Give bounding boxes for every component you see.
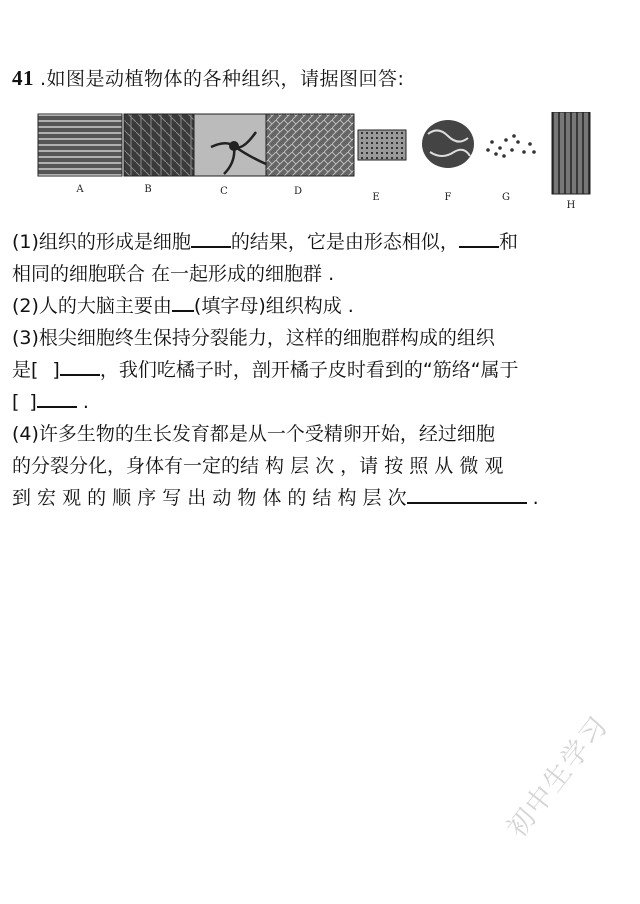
part-4-line-1 bbox=[12, 418, 630, 450]
part-1-text-b: 的结果，它是由形态相似， bbox=[230, 231, 459, 253]
part-3-line-3 bbox=[12, 386, 630, 418]
part-3-text-e: ] bbox=[29, 391, 37, 413]
tissue-image-h bbox=[552, 112, 590, 194]
label-c: C bbox=[220, 186, 228, 197]
tissue-image-d bbox=[266, 114, 354, 176]
tissue-image-a bbox=[38, 114, 122, 176]
watermark-text: 初中生学习 bbox=[501, 710, 616, 844]
part-4-text-end: . bbox=[526, 487, 539, 509]
part-3-text-c: ，我们吃橘子时，剖开橘子皮时看到的“筋络“属于 bbox=[99, 359, 519, 381]
answer-blank-6[interactable] bbox=[407, 484, 527, 504]
part-2-line bbox=[12, 290, 630, 322]
part-4-text-line2: 的分裂分化，身体有一定的结 构 层 次 ，请 按 照 从 微 观 bbox=[12, 455, 504, 477]
part-4-line-2 bbox=[12, 450, 630, 482]
part-3-text-b: ] bbox=[52, 359, 60, 381]
question-body bbox=[12, 226, 630, 514]
label-g: G bbox=[502, 192, 510, 203]
part-2-text-b: (填字母)组织构成 . bbox=[193, 295, 354, 317]
tissue-image-c bbox=[194, 114, 266, 176]
part-3-line-2 bbox=[12, 354, 630, 386]
part-4-text-line3: 到 宏 观 的 顺 序 写 出 动 物 体 的 结 构 层 次 bbox=[12, 487, 407, 509]
tissue-figure bbox=[36, 112, 594, 212]
label-a: A bbox=[76, 184, 84, 195]
label-d: D bbox=[293, 186, 303, 197]
part-2-text-a: (2)人的大脑主要由 bbox=[12, 295, 172, 317]
label-b: B bbox=[144, 184, 152, 195]
question-number: 41 bbox=[12, 66, 34, 90]
part-1-text-d: 相同的细胞联合 在一起形成的细胞群 . bbox=[12, 263, 335, 285]
label-e: E bbox=[372, 192, 380, 203]
part-4-text-line1: (4)许多生物的生长发育都是从一个受精卵开始，经过细胞 bbox=[12, 423, 495, 445]
part-4-line-3 bbox=[12, 482, 630, 514]
label-h: H bbox=[566, 200, 576, 211]
tissue-image-f bbox=[422, 120, 474, 168]
tissue-image-g bbox=[486, 134, 536, 158]
part-1-text-c: 和 bbox=[498, 231, 518, 253]
tissue-image-e bbox=[358, 130, 406, 160]
part-3-line-1 bbox=[12, 322, 630, 354]
label-f: F bbox=[444, 192, 452, 203]
answer-blank-4[interactable] bbox=[60, 356, 100, 376]
part-1-line-1 bbox=[12, 226, 630, 258]
part-3-text-line1: (3)根尖细胞终生保持分裂能力，这样的细胞群构成的组织 bbox=[12, 327, 495, 349]
part-1-line-2 bbox=[12, 258, 630, 290]
question-title bbox=[12, 64, 404, 91]
part-3-text-d: [ bbox=[12, 391, 20, 413]
part-3-text-a: 是[ bbox=[12, 359, 39, 381]
answer-blank-3[interactable] bbox=[172, 292, 194, 312]
tissue-image-b bbox=[124, 114, 194, 176]
part-3-text-f: . bbox=[76, 391, 89, 413]
answer-blank-5[interactable] bbox=[37, 388, 77, 408]
answer-blank-1[interactable] bbox=[191, 228, 231, 248]
question-prompt: .如图是动植物体的各种组织，请据图回答: bbox=[40, 68, 405, 90]
part-1-text-a: (1)组织的形成是细胞 bbox=[12, 231, 191, 253]
answer-blank-2[interactable] bbox=[459, 228, 499, 248]
